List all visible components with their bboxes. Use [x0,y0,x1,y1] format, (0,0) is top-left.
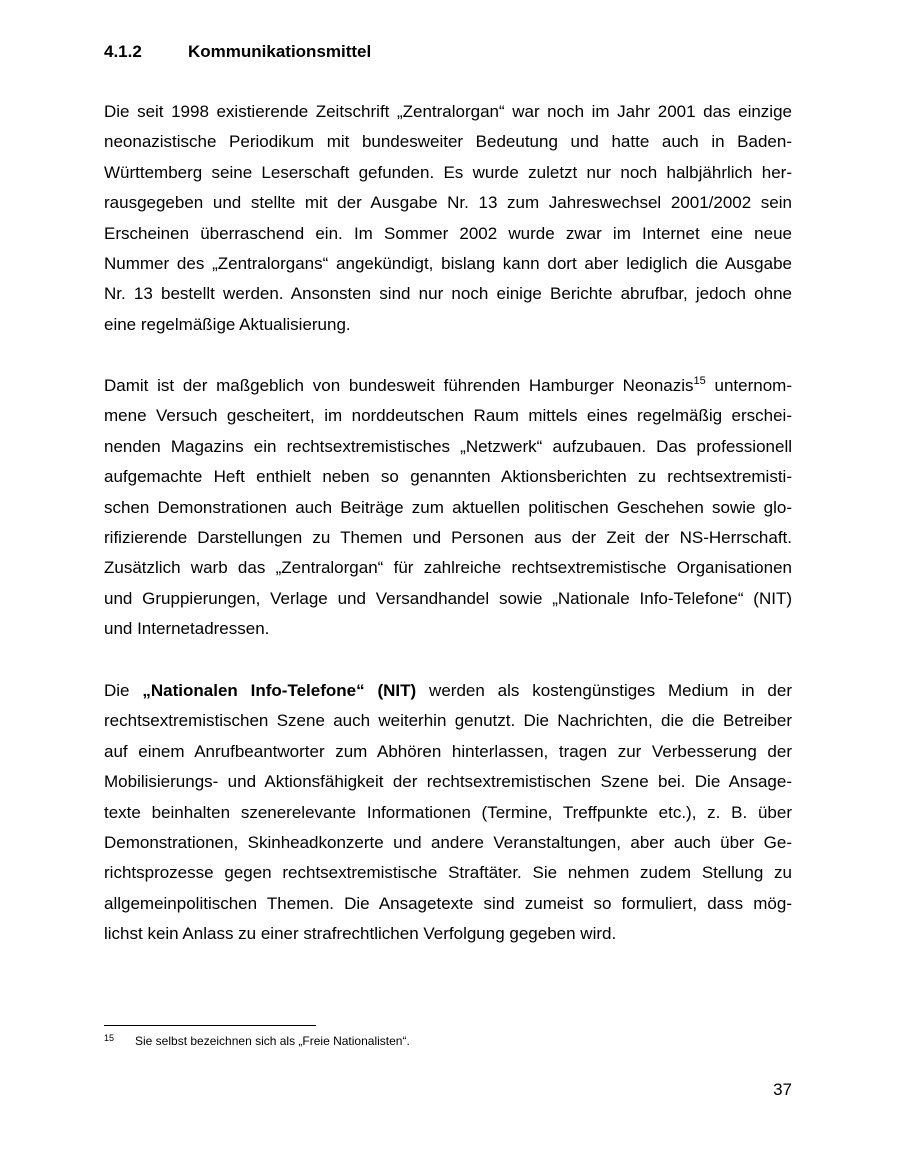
section-heading [104,42,371,62]
footnote-separator [104,1025,316,1026]
section-title: Kommunikationsmittel [188,42,372,61]
text-line: neonazistische Periodikum mit bundesweiter Bedeutung und hatte auch in Baden- [104,132,792,152]
text-line: richtsprozesse gegen rechtsextremistische Straftäter. Sie nehmen zudem Stellung zu [104,863,792,883]
text-line [104,371,792,401]
text-line: Nr. 13 bestellt werden. Ansonsten sind nur noch einige Berichte abrufbar, jedoch ohne [104,284,792,304]
text-line [104,676,792,706]
text-line: eine regelmäßige Aktualisierung. [104,314,351,334]
text-line: Zusätzlich warb das „Zentralorgan“ für zahlreiche rechtsextremistische Organisationen [104,558,792,578]
text-line: schen Demonstrationen auch Beiträge zum aktuellen politischen Geschehen sowie glo- [104,497,792,517]
text-line: rausgegeben und stellte mit der Ausgabe Nr. 13 zum Jahreswechsel 2001/2002 sein [104,193,792,213]
text-segment: Damit ist der maßgeblich von bundesweit führenden Hamburger Neonazis [104,376,694,395]
text-line: Demonstrationen, Skinheadkonzerte und andere Veranstaltungen, aber auch über Ge- [104,832,792,852]
text-line: allgemeinpolitischen Themen. Die Ansagetexte sind zumeist so formuliert, dass mög- [104,893,792,913]
text-line: und Gruppierungen, Verlage und Versandhandel sowie „Nationale Info-Telefone“ (NIT) [104,588,792,608]
text-line: auf einem Anrufbeantworter zum Abhören hinterlassen, tragen zur Verbesserung der [104,741,792,761]
text-segment: unternom- [705,376,793,395]
footnote-text: Sie selbst bezeichnen sich als „Freie Nationalisten“. [135,1034,410,1048]
text-line: texte beinhalten szenerelevante Informationen (Termine, Treffpunkte etc.), z. B. über [104,802,792,822]
paragraph-neonazis [104,371,792,645]
text-line: Die seit 1998 existierende Zeitschrift „Zentralorgan“ war noch im Jahr 2001 das einzige [104,102,792,121]
text-line: Württemberg seine Leserschaft gefunden. Es wurde zuletzt nur noch halbjährlich her- [104,162,792,182]
text-line: nenden Magazins ein rechtsextremistisches „Netzwerk“ aufzubauen. Das professionell [104,436,792,456]
text-segment: werden als kostengünstiges Medium in der [416,681,793,700]
text-line: Mobilisierungs- und Aktionsfähigkeit der rechtsextremistischen Szene bei. Die Ansage- [104,772,792,792]
text-line: Erscheinen überraschend ein. Im Sommer 2002 wurde zwar im Internet eine neue [104,223,792,243]
paragraph-info-telefone [104,676,792,950]
bold-term: „Nationalen Info-Telefone“ (NIT) [142,681,417,700]
paragraph-zentralorgan [104,97,792,340]
text-line: mene Versuch gescheitert, im norddeutschen Raum mittels eines regelmäßig erschei- [104,406,792,426]
text-line: rechtsextremistischen Szene auch weiterhin genutzt. Die Nachrichten, die die Betreiber [104,711,792,731]
text-segment: Die [104,681,143,700]
footnote [104,1034,410,1048]
text-line: lichst kein Anlass zu einer strafrechtlichen Verfolgung gegeben wird. [104,924,617,944]
text-line: rifizierende Darstellungen zu Themen und Personen aus der Zeit der NS-Herrschaft. [104,527,792,547]
text-line: Nummer des „Zentralorgans“ angekündigt, bislang kann dort aber lediglich die Ausgabe [104,253,792,273]
footnote-reference: 15 [693,375,706,387]
footnote-number: 15 [104,1033,115,1043]
page-number: 37 [773,1080,792,1099]
text-line: und Internetadressen. [104,619,270,639]
text-line: aufgemachte Heft enthielt neben so genannten Aktionsberichten zu rechtsextremisti- [104,467,792,487]
section-number: 4.1.2 [104,42,142,61]
